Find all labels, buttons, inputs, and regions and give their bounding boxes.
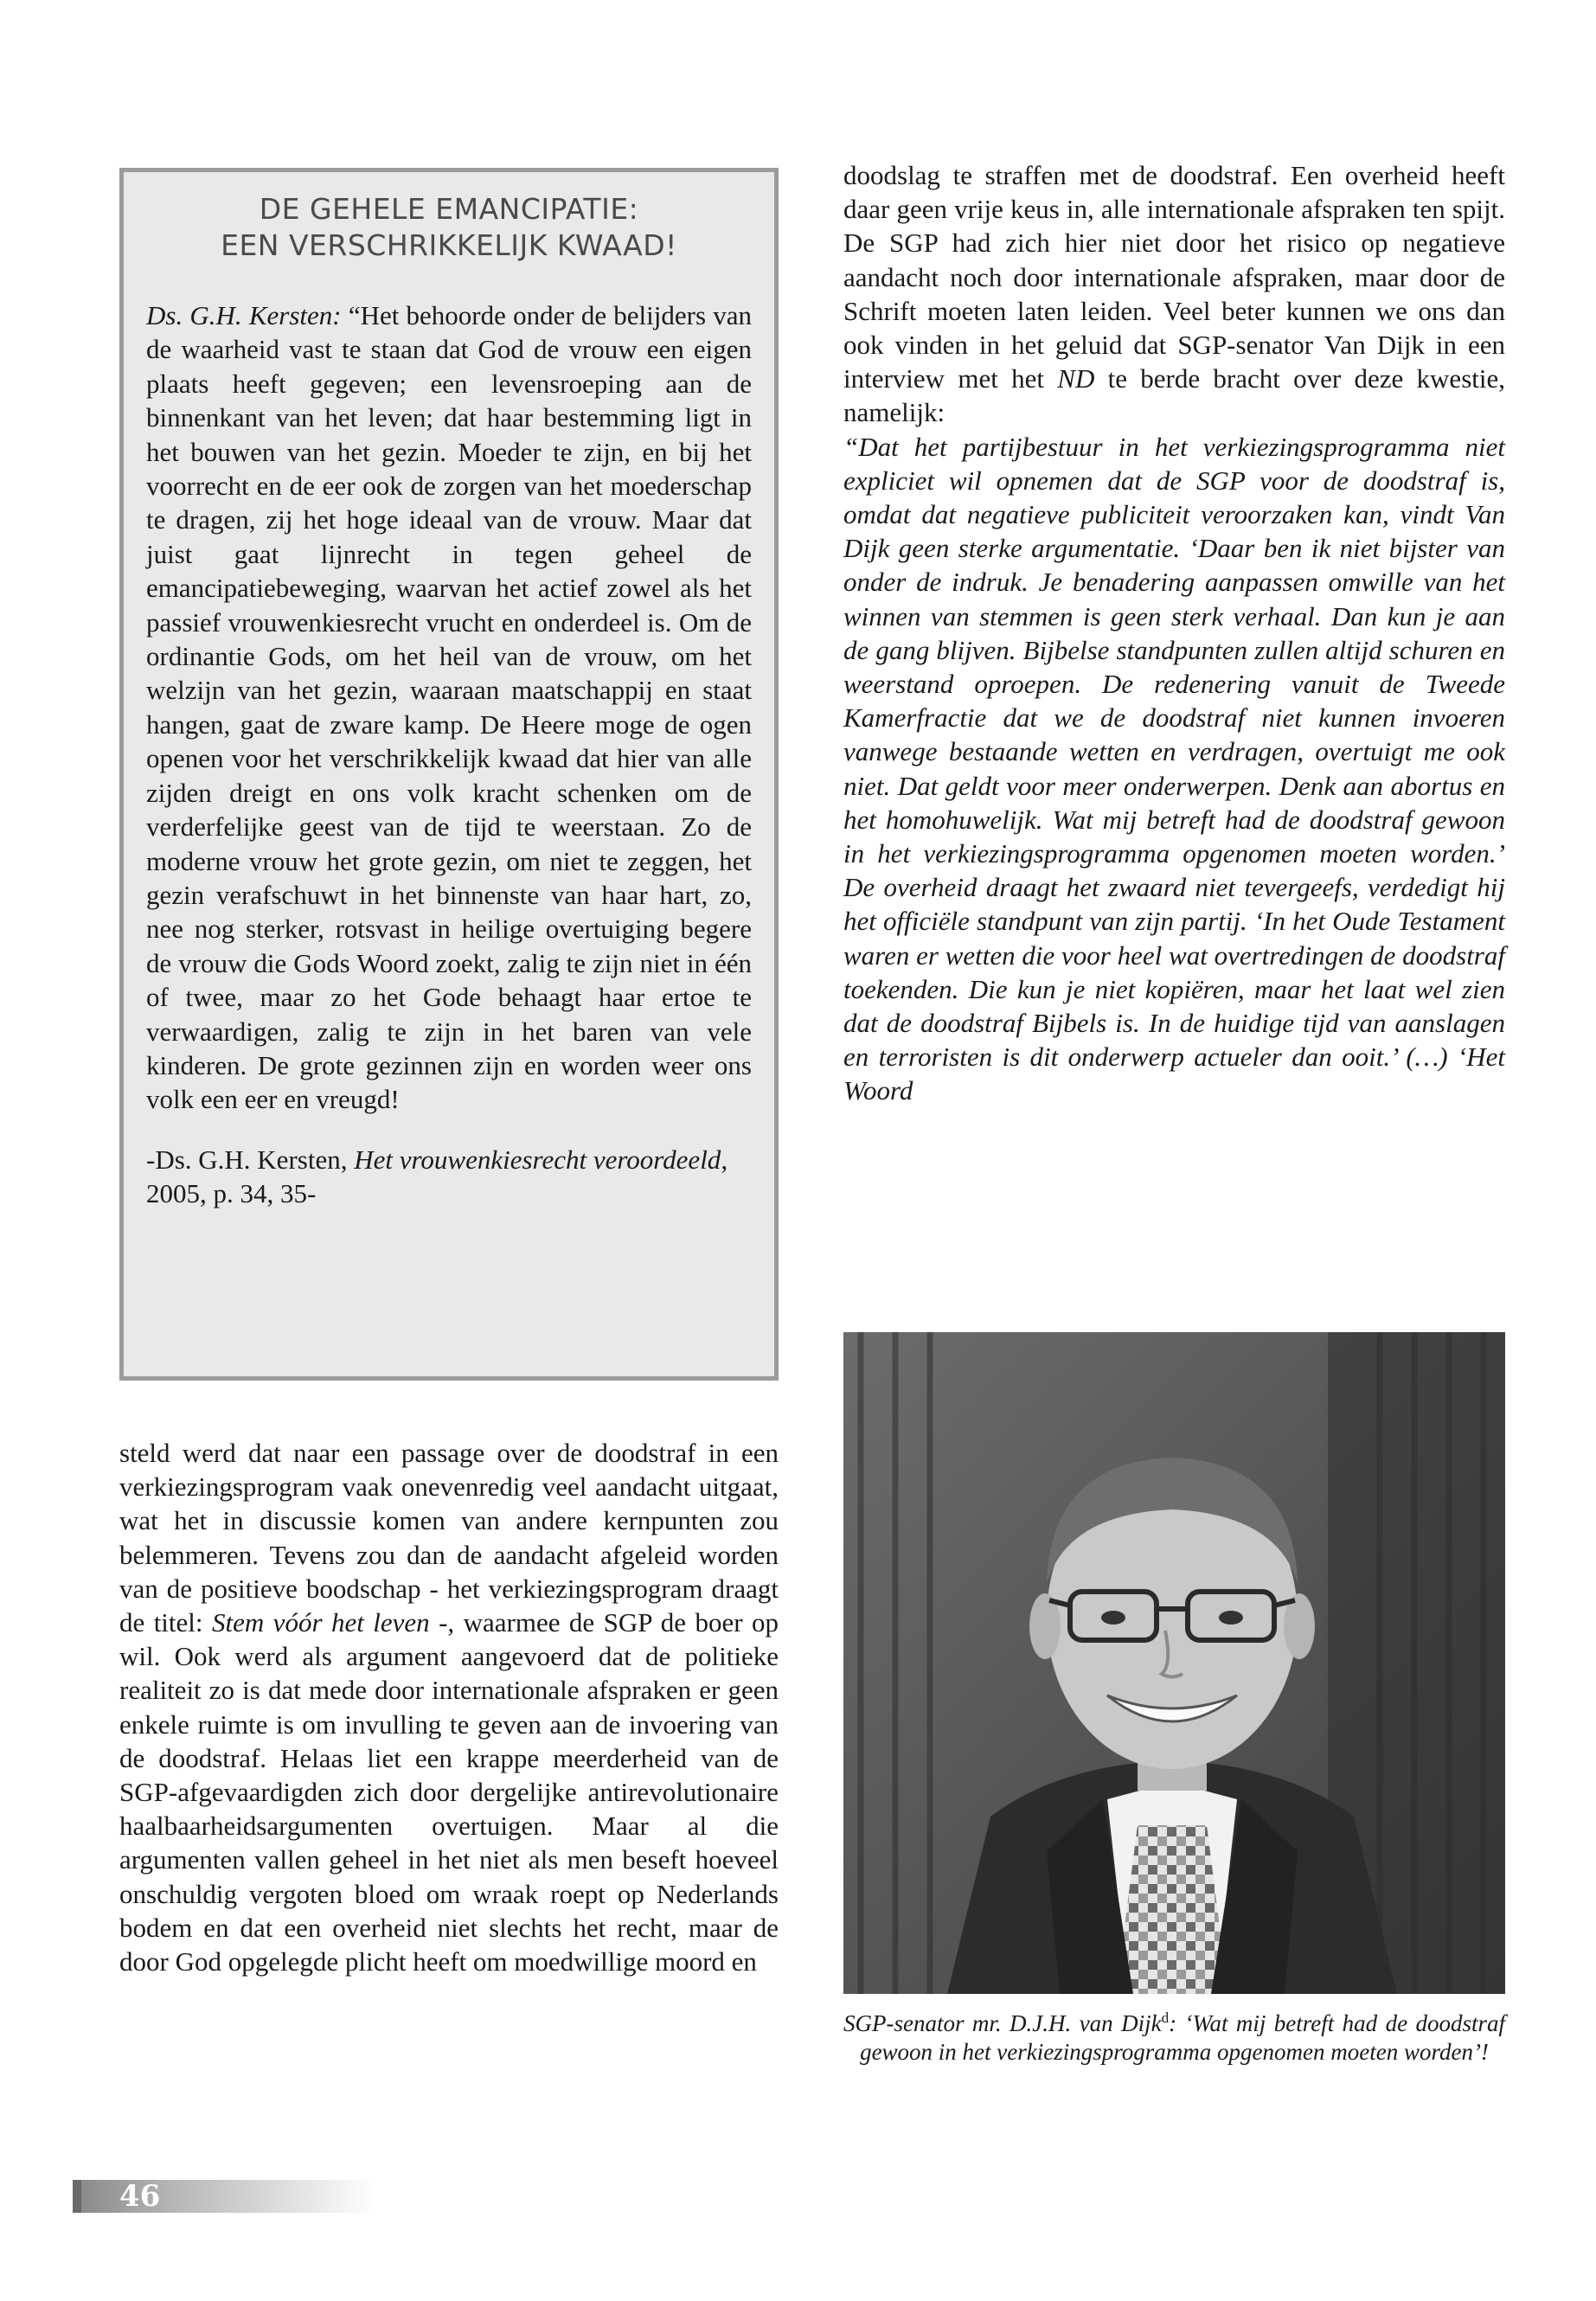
block-quote: “Dat het partijbestuur in het verkiezingsprogramma niet expliciet wil opnemen dat de SGP voor de doodstraf is, omdat dat negatieve publiciteit veroorzaken kan, vindt Van Dijk geen sterke argumentatie. ‘Daar ben ik niet bijster van onder de indruk. Je benadering aanpassen omwille van het winnen van stemmen is geen sterk verhaal. Dan kun je aan de gang blijven. Bijbelse standpunten zullen altijd schuren en weerstand oproepen. De redenering vanuit de Tweede Kamerfractie dat we de doodstraf niet kunnen invoeren vanwege bestaande wetten en verdragen, overtuigt me ook niet. Dat geldt voor meer onderwerpen. Denk aan abortus en het homohuwelijk. Wat mij betreft had de doodstraf gewoon in het verkiezingsprogramma opgenomen moeten worden.’ De overheid draagt het zwaard niet tevergeefs, verdedigt hij het officiële standpunt van zijn partij. ‘In het Oude Testament waren er wetten die voor heel wat overtredingen de doodstraf toekenden. Die kun je niet kopiëren, maar het laat wel zien dat de doodstraf Bijbels is. In de huidige tijd van aanslagen en terroristen is dit onderwerp actueler dan ooit.’ (…) ‘Het Woord: [843, 431, 1505, 1106]
sidebar-title: [146, 191, 752, 264]
right-paragraph-part2: te berde bracht over deze kwestie, namelijk:: [843, 363, 1505, 428]
caption-quote: : ‘Wat mij betreft had de doodstraf gewoon in het verkiezingsprogramma opgenomen moeten worden’!: [860, 2010, 1505, 2065]
left-column-text: [119, 1436, 779, 1978]
page-number: 46: [119, 2179, 161, 2214]
program-title: Stem vóór het leven: [211, 1607, 430, 1638]
portrait-photo: [843, 1332, 1505, 1994]
right-column-text: [843, 158, 1505, 1108]
source-title: Het vrouwenkiesrecht veroordeeld: [354, 1144, 721, 1175]
left-paragraph: [119, 1436, 779, 1978]
sidebar-source: [146, 1143, 752, 1211]
newspaper-name: ND: [1057, 363, 1095, 394]
sidebar-quote: [146, 298, 752, 1117]
sidebar-title-line-1: DE GEHELE EMANCIPATIE:: [259, 192, 639, 226]
page-number-bar: [73, 2180, 375, 2213]
right-paragraph: [843, 158, 1505, 430]
right-paragraph-part1: doodslag te straffen met de doodstraf. Een overheid heeft daar geen vrije keus in, alle internationale afspraken ten spijt. De SGP had zich hier niet door het risico op negatieve aandacht noch door internationale afspraken, maar door de Schrift moeten laten leiden. Veel beter kunnen we ons dan ook vinden in het geluid dat SGP-senator Van Dijk in een interview met het: [843, 160, 1505, 394]
sidebar-box: [119, 168, 779, 1381]
caption-name: SGP-senator mr. D.J.H. van Dijk: [843, 2010, 1162, 2036]
portrait-illustration: [843, 1332, 1505, 1994]
sidebar-quote-text: “Het behoorde onder de belijders van de waarheid vast te staan dat God de vrouw een eigen plaats heeft gegeven; een levensroeping aan de binnenkant van het leven; dat haar bestemming ligt in het bouwen van het gezin. Moeder te zijn, en bij het voorrecht en de eer ook de zorgen van het moederschap te dragen, zij het hoge ideaal van de vrouw. Maar dat juist gaat lijnrecht in tegen geheel de emancipatiebeweging, waarvan het actief zowel als het passief vrouwenkiesrecht vrucht en onderdeel is. Om de ordinantie Gods, om het heil van de vrouw, om het welzijn van het gezin, waaraan maatschappij en staat hangen, gaat de zware kamp. De Heere moge de ogen openen voor het verschrikkelijk kwaad dat hier van alle zijden dreigt en ons volk kracht schenken om de verderfelijke geest van de tijd te weerstaan. Zo de moderne vrouw het grote gezin, om niet te zeggen, het gezin verafschuwt in het binnenste van haar hart, zo, nee nog sterker, rotsvast in heilige overtuiging begere de vrouw die Gods Woord zoekt, zalig te zijn niet in één of twee, maar zo het Gode behaagt haar ertoe te verwaardigen, zalig te zijn in het baren van vele kinderen. De grote gezinnen zijn en worden weer ons volk een eer en vreugd!: [146, 300, 752, 1115]
left-paragraph-part2: -, waarmee de SGP de boer op wil. Ook werd als argument aangevoerd dat de politieke realiteit zo is dat mede door internationale afspraken er geen enkele ruimte is om invulling te geven aan de invoering van de doodstraf. Helaas liet een krappe meerderheid van de SGP-afgevaardigden zich door dergelijke antirevolutionaire haalbaarheidsargumenten overtuigen. Maar al die argumenten vallen geheel in het niet als men beseft hoeveel onschuldig vergoten bloed om wraak roept op Nederlands bodem en dat een overheid niet slechts het recht, maar de door God opgelegde plicht heeft om moedwillige moord en: [119, 1607, 779, 1977]
photo-caption: [843, 2003, 1505, 2067]
sidebar-title-line-2: EEN VERSCHRIKKELIJK KWAAD!: [221, 228, 677, 262]
footnote-marker: d: [1161, 2009, 1170, 2026]
left-paragraph-part1: steld werd dat naar een passage over de doodstraf in een verkiezingsprogram vaak onevenredig veel aandacht uitgaat, wat het in discussie komen van andere kernpunten zou belemmeren. Tevens zou dan de aandacht afgeleid worden van de positieve boodschap - het verkiezingsprogram draagt de titel:: [119, 1438, 779, 1638]
sidebar-speaker: Ds. G.H. Kersten:: [146, 300, 342, 330]
source-author: -Ds. G.H. Kersten,: [146, 1144, 348, 1175]
source-details: , 2005, p. 34, 35-: [146, 1144, 728, 1209]
